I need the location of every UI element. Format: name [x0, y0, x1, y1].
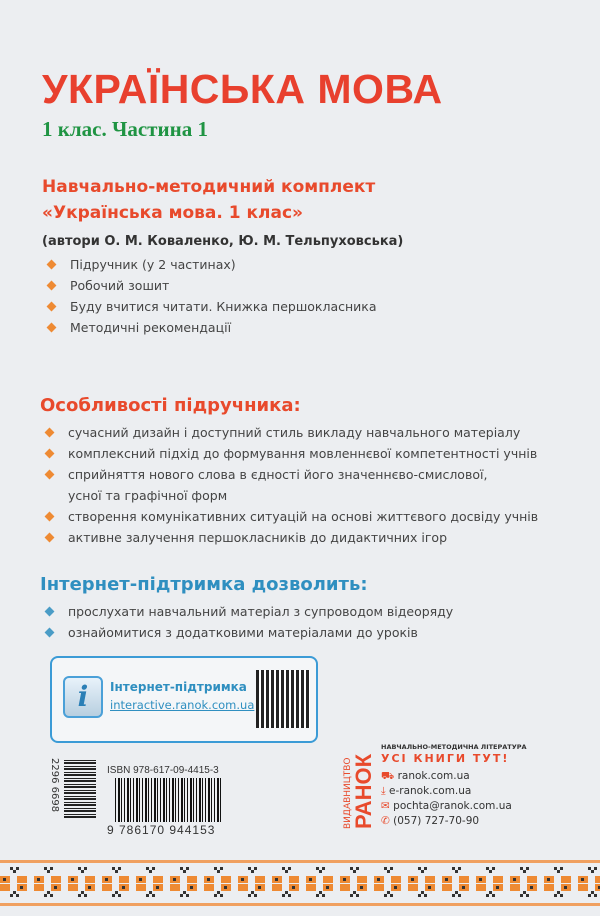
- list-item: активне залучення першокласників до дидактичних ігор: [40, 527, 538, 548]
- info-icon: i: [63, 676, 103, 718]
- publisher-slogan: УСІ КНИГИ ТУТ!: [381, 752, 510, 765]
- contact-text: (057) 727-70-90: [393, 815, 480, 827]
- contact-text: ranok.com.ua: [397, 770, 470, 782]
- publisher-tagline: НАВЧАЛЬНО-МЕТОДИЧНА ЛІТЕРАТУРА: [381, 743, 527, 751]
- publisher-prefix: ВИДАВНИЦТВО: [343, 757, 353, 829]
- support-label: Інтернет-підтримка: [110, 680, 247, 694]
- kit-heading-name: «Українська мова. 1 клас»: [42, 203, 304, 223]
- support-link[interactable]: interactive.ranok.com.ua: [110, 698, 255, 712]
- list-item: ознайомитися з додатковими матеріалами до уроків: [40, 622, 453, 643]
- publisher-logo: РАНОК: [351, 753, 376, 829]
- kit-heading: Навчально-методичний комплект: [42, 177, 376, 197]
- internet-section: [40, 574, 453, 643]
- book-title: УКРАЇНСЬКА МОВА: [42, 66, 443, 112]
- cart-icon: ⛟: [381, 770, 395, 782]
- features-heading: Особливості підручника:: [40, 395, 301, 416]
- list-item: Підручник (у 2 частинах): [42, 254, 403, 275]
- book-subtitle: 1 клас. Частина 1: [42, 117, 208, 141]
- mail-icon: ✉: [381, 800, 390, 812]
- contact-email[interactable]: [381, 799, 512, 814]
- contact-website[interactable]: [381, 769, 512, 784]
- list-item: створення комунікативних ситуацій на основі життєвого досвіду учнів: [40, 506, 538, 527]
- side-barcode: [64, 758, 96, 818]
- features-section: [40, 395, 538, 548]
- list-item: сучасний дизайн і доступний стиль викладу навчального матеріалу: [40, 422, 538, 443]
- download-icon: ⤓: [381, 785, 386, 797]
- side-code: 2296 6698: [49, 758, 60, 813]
- contact-eshop[interactable]: [381, 784, 512, 799]
- list-item: Методичні рекомендації: [42, 317, 403, 338]
- list-item: прослухати навчальний матеріал з супроводом відеоряду: [40, 601, 453, 622]
- isbn: ISBN 978-617-09-4415-3: [107, 765, 219, 776]
- phone-icon: ✆: [381, 815, 390, 827]
- contact-phone[interactable]: [381, 814, 512, 829]
- list-item: сприйняття нового слова в єдності його значеннєво-смислової, усної та графічної форм: [40, 464, 508, 506]
- kit-section: [42, 174, 403, 338]
- list-item: Буду вчитися читати. Книжка першокласника: [42, 296, 403, 317]
- barcode: [115, 778, 223, 822]
- support-box: [50, 656, 318, 743]
- kit-authors: (автори О. М. Коваленко, Ю. М. Тельпуховська): [42, 234, 404, 249]
- publisher-logo-block: [343, 739, 375, 829]
- list-item: Робочий зошит: [42, 275, 403, 296]
- embroidery-ornament: [0, 858, 600, 908]
- qr-code[interactable]: [256, 670, 310, 728]
- list-item: комплексний підхід до формування мовленнєвої компетентності учнів: [40, 443, 538, 464]
- barcode-number: 9 786170 944153: [107, 823, 216, 837]
- internet-heading: Інтернет-підтримка дозволить:: [40, 574, 368, 595]
- contact-text: e-ranok.com.ua: [389, 785, 472, 797]
- contact-text: pochta@ranok.com.ua: [393, 800, 512, 812]
